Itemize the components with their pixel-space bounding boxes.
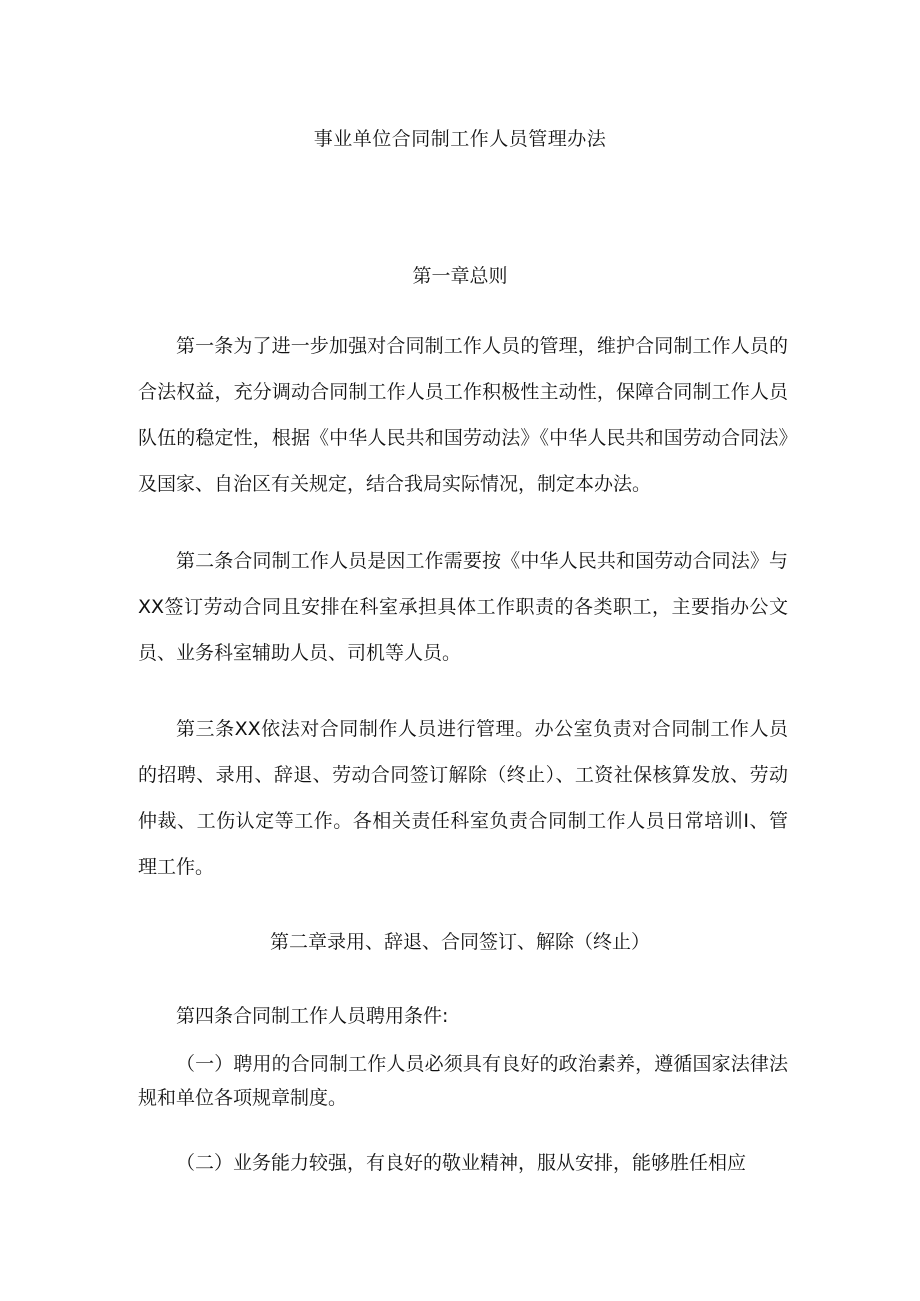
chapter-1-heading: 第一章总则 — [412, 265, 508, 287]
chapter-2-heading: 第二章录用、辞退、合同签订、解除（终止） — [269, 931, 650, 953]
article-3: 第三条XX依法对合同制作人员进行管理。办公室负责对合同制工作人员的招聘、录用、辞退、劳动合同签订解除（终止）、工资社保核算发放、劳动仲裁、工伤认定等工作。各相关责任科室负责合同制工作人员日常培训I、管理工作。 — [138, 718, 788, 878]
document-title: 事业单位合同制工作人员管理办法 — [313, 128, 607, 150]
article-1: 第一条为了进一步加强对合同制工作人员的管理，维护合同制工作人员的合法权益，充分调动合同制工作人员工作积极性主动性，保障合同制工作人员队伍的稳定性，根据《中华人民共和国劳动法》《中华人民共和国劳动合同法》及国家、自治区有关规定，结合我局实际情况，制定本办法。 — [138, 335, 788, 495]
article-4: 第四条合同制工作人员聘用条件: — [176, 1005, 449, 1027]
article-2: 第二条合同制工作人员是因工作需要按《中华人民共和国劳动合同法》与XX签订劳动合同且安排在科室承担具体工作职责的各类职工，主要指办公文员、业务科室辅助人员、司机等人员。 — [138, 550, 788, 664]
article-4-item-1: （一）聘用的合同制工作人员必须具有良好的政治素养，遵循国家法律法规和单位各项规章制度。 — [138, 1053, 788, 1109]
article-4-item-2: （二）业务能力较强，有良好的敬业精神，服从安排，能够胜任相应 — [176, 1152, 747, 1174]
